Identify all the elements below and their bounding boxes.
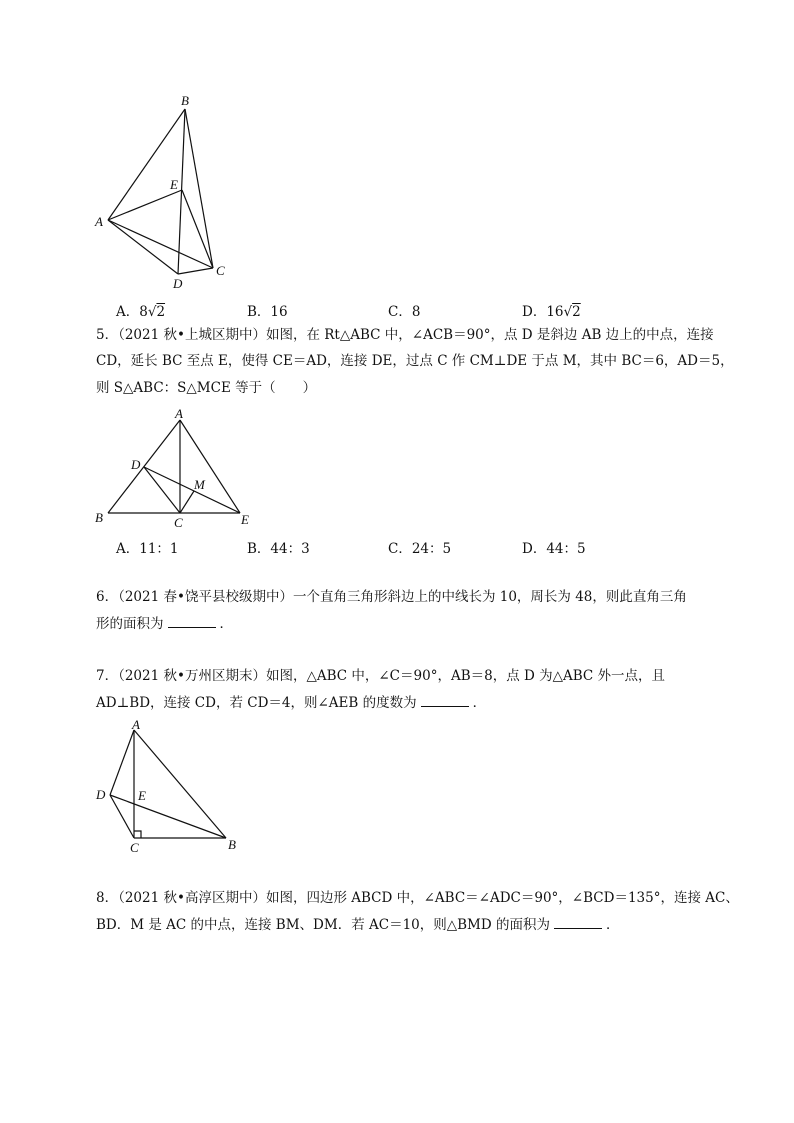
q5-text-line-2: CD，延长 BC 至点 E，使得 CE＝AD，连接 DE，过点 C 作 CM⊥DE 于点 M，其中 BC＝6，AD＝5， — [96, 353, 734, 369]
segment-cm — [180, 491, 194, 513]
label-b: B — [181, 93, 189, 108]
label-d: D — [173, 276, 183, 291]
q4-choice-a[interactable]: A．8√2 — [116, 304, 166, 320]
label-c: C — [216, 263, 225, 278]
q6-text-line-2: 形的面积为 ． — [96, 611, 233, 637]
label-b: B — [95, 510, 103, 525]
label-c: C — [174, 515, 183, 530]
q6-text-line-1: 6．（2021 春•饶平县校级期中）一个直角三角形斜边上的中线长为 10，周长为 48，则此直角三角 — [96, 589, 687, 605]
answer-blank[interactable] — [421, 692, 469, 707]
q4-choice-c[interactable]: C．8 — [388, 304, 421, 320]
label-c: C — [130, 840, 139, 855]
q5-text-line-1: 5．（2021 秋•上城区期中）如图，在 Rt△ABC 中，∠ACB＝90°，点 D 是斜边 AB 边上的中点，连接 — [96, 327, 714, 343]
segment-ab — [134, 730, 226, 838]
segment-dc — [110, 795, 134, 838]
label-e: E — [241, 512, 249, 527]
label-m: M — [194, 477, 205, 492]
q8-text-line-1: 8．（2021 秋•高淳区期中）如图，四边形 ABCD 中，∠ABC＝∠ADC＝90°，∠BCD＝135°，连接 AC、 — [96, 890, 739, 906]
segment-db — [110, 795, 226, 838]
q4-figure — [90, 92, 250, 292]
label-d: D — [96, 787, 106, 802]
label-a: A — [132, 718, 140, 732]
right-angle-mark — [134, 831, 141, 838]
label-b: B — [228, 837, 236, 852]
segment-dc — [144, 467, 180, 513]
label-e: E — [170, 177, 178, 192]
answer-blank[interactable] — [168, 613, 216, 628]
label-a: A — [175, 406, 183, 421]
segment-ad — [110, 730, 134, 795]
segment-ab — [108, 109, 185, 220]
q7-text-line-2: AD⊥BD，连接 CD，若 CD＝4，则∠AEB 的度数为 ． — [96, 690, 486, 716]
q5-choice-b[interactable]: B．44：3 — [247, 541, 310, 557]
q5-choice-c[interactable]: C．24：5 — [388, 541, 452, 557]
answer-blank[interactable] — [554, 914, 602, 929]
q7-figure — [90, 718, 250, 858]
q5-text-line-3: 则 S△ABC：S△MCE 等于（ ） — [96, 380, 317, 396]
q7-text-line-1: 7．（2021 秋•万州区期末）如图，△ABC 中，∠C＝90°，AB＝8，点 D 为△ABC 外一点，且 — [96, 668, 666, 684]
q5-choice-d[interactable]: D．44：5 — [522, 541, 586, 557]
segment-dc — [178, 268, 213, 274]
label-e: E — [138, 788, 146, 803]
q8-text-line-2: BD．M 是 AC 的中点，连接 BM、DM．若 AC＝10，则△BMD 的面积为 ． — [96, 912, 620, 938]
segment-bc — [185, 109, 213, 268]
q5-figure — [90, 405, 265, 530]
q4-choice-b[interactable]: B．16 — [247, 304, 288, 320]
label-a: A — [95, 214, 103, 229]
q4-choice-d[interactable]: D．16√2 — [522, 304, 581, 320]
q5-choice-a[interactable]: A．11：1 — [116, 541, 179, 557]
label-d: D — [131, 457, 141, 472]
